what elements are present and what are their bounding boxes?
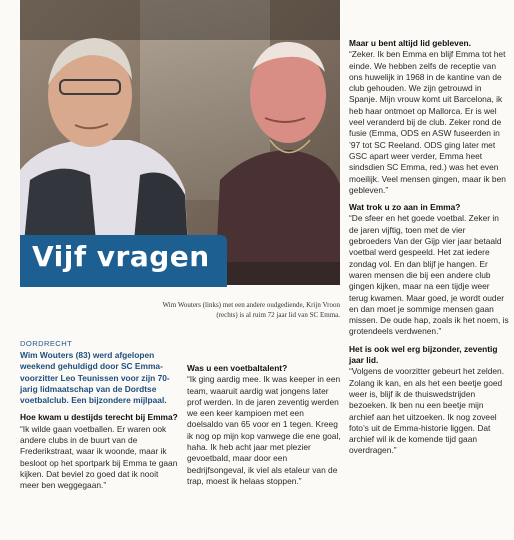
- photo-caption: Wim Wouters (links) met een andere oudgediende, Krijn Vroon (rechts) is al ruim 72 jaar lid van SC Emma.: [162, 301, 340, 319]
- article-lead: Wim Wouters (83) werd afgelopen weekend gehuldigd door SC Emma-voorzitter Leo Teunissen voor zijn 70-jarig lidmaatschap van de Dordtse voetbalclub. Een bijzondere mijlpaal.: [20, 350, 170, 406]
- answer-1: “Ik wilde gaan voetballen. Er waren ook andere clubs in de buurt van de Frederikstraat, waar ik woonde, maar ik besloot op het sportpark bij Emma te gaan kijken. Dat beviel zo goed dat ik nooit meer ben weggegaan.”: [20, 423, 178, 491]
- article-column-3: [349, 38, 510, 457]
- question-2: Was u een voetbaltalent?: [187, 363, 288, 373]
- question-5: Het is ook wel erg bijzonder, zeventig jaar lid.: [349, 343, 498, 366]
- question-3: Maar u bent altijd lid gebleven.: [349, 38, 471, 48]
- question-1: Hoe kwam u destijds terecht bij Emma?: [20, 412, 178, 423]
- article-title: Vijf vragen: [32, 240, 210, 273]
- answer-5: “Volgens de voorzitter gebeurt het zelden. Zolang ik kan, en als het een beetje goed weer is, blijf ik de thuiswedstrijden bezoeken. Ik ben nu een beetje mijn archief aan het uitzoeken. Ik nog zoveel foto’s uit de Emma-historie liggen. Dat archief wil ik de komende tijd gaan overdragen.”: [349, 366, 505, 456]
- answer-3: “Zeker. Ik ben Emma en blijf Emma tot het einde. We hebben zelfs de receptie van ons huwelijk in 1968 in de kantine van de club gehouden. We zijn getrouwd in Spanje. Mijn vrouw komt uit Barcelona, ik heb haar ontmoet op Mallorca. Er is wel veel veranderd bij de club. Zeker rond de fusie (Emma, ODS en ASW fuseerden in ’97 tot SC Reeland. ODS ging later met GSC apart weer verder, Emma heet sindsdien SC Emma, red.) was het even moeilijk. Veel mensen gingen, maar ik ben gebleven.”: [349, 49, 506, 195]
- answer-2: “Ik ging aardig mee. Ik was keeper in een team, waaruit aardig wat jongens later prof werden. In de jaren zeventig werden we een keer kampioen met een doelsaldo van 65 voor en 1 tegen. Kreeg ik nog op mijn kop vanwege die ene goal, haha. Ik heb acht jaar met plezier gevoetbald, maar door een bedrijfsongeval, ik viel als etaleur van de trap, moest ik helaas stoppen.”: [187, 374, 341, 486]
- article-column-1: [20, 339, 178, 492]
- article-column-2: [187, 339, 342, 487]
- dateline: DORDRECHT: [20, 339, 73, 348]
- title-banner: [20, 235, 227, 287]
- question-4: Wat trok u zo aan in Emma?: [349, 202, 461, 213]
- answer-4: “De sfeer en het goede voetbal. Zeker in de jaren vijftig, toen met de vier gebroeders Van der Gijp vier jaar betaald voetbal werd gespeeld. Het zat iedere zondag vol. En dan blijf je hangen. Er waren mensen die bij een andere club gingen kijken, maar na een tijdje weer terug kwamen. Maar goed, je wordt ouder en dan moet je sommige mensen gaan missen. De oude hap, zoals ik het noem, is grotendeels verdwenen.”: [349, 213, 509, 337]
